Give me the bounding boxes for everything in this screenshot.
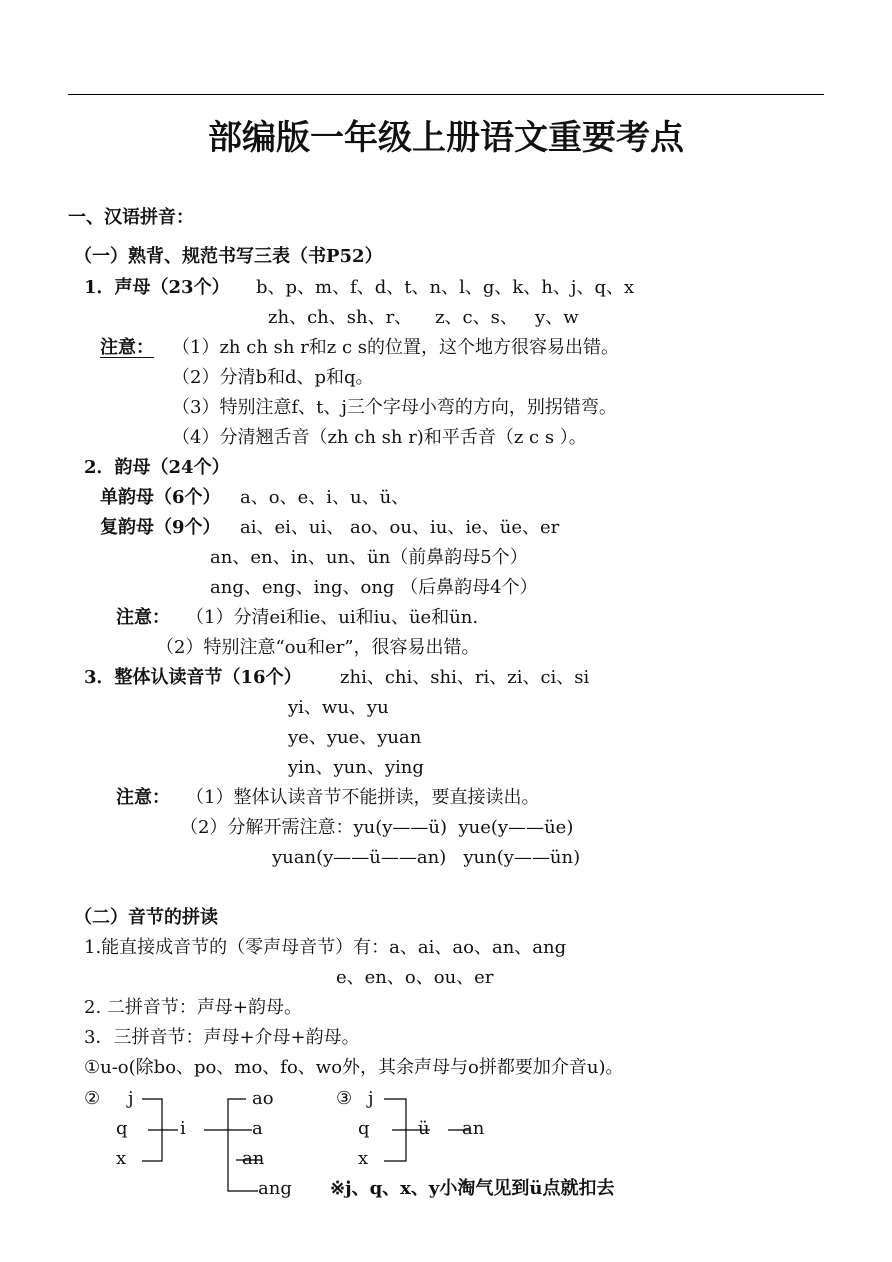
note-3-item-3: yuan(y——ü——an) yun(y——ün)	[272, 847, 581, 868]
diagram-initial-x: x	[116, 1148, 127, 1169]
diagram-initial-j: j	[128, 1088, 134, 1109]
note-3-item-1: （1）整体认读音节不能拼读，要直接读出。	[186, 787, 540, 808]
section-heading-pinyin: 一、汉语拼音：	[68, 207, 194, 228]
diagram-final-ao: ao	[252, 1088, 274, 1109]
pindu-line-2: 2. 二拼音节：声母+韵母。	[84, 997, 302, 1018]
note-label-1: 注意：	[100, 337, 154, 358]
diagram-final-ang: ang	[258, 1178, 292, 1199]
note-1-item-1: （1）zh ch sh r和z c s的位置，这个地方很容易出错。	[172, 337, 620, 358]
note-3-item-2: （2）分解开需注意：yu(y——ü) yue(y——üe)	[180, 817, 574, 838]
shengmu-label: 1．声母（23个）	[84, 277, 230, 298]
diagram-final-an: an	[242, 1148, 265, 1169]
note-2-item-2: （2）特别注意“ou和er”，很容易出错。	[156, 637, 480, 658]
diagram-initial-q-2: q	[358, 1118, 370, 1139]
diagram-initial-q: q	[116, 1118, 128, 1139]
note-2-item-1: （1）分清ei和ie、ui和iu、üe和ün.	[186, 607, 479, 628]
diagram-final-a: a	[252, 1118, 263, 1139]
finals-bracket	[228, 1099, 258, 1191]
diagram-initial-j-2: j	[368, 1088, 374, 1109]
shengmu-row-1: b、p、m、f、d、t、n、l、g、k、h、j、q、x	[256, 277, 635, 298]
diagram-mark-3: ③	[336, 1088, 353, 1109]
single-finals-values: a、o、e、i、u、ü、	[240, 487, 410, 508]
page-title: 部编版一年级上册语文重要考点	[208, 118, 684, 158]
single-finals-label: 单韵母（6个）	[100, 487, 221, 508]
note-label-2: 注意：	[116, 607, 170, 628]
pindu-line-1b: e、en、o、ou、er	[336, 967, 494, 988]
diagram-medial-i: i	[180, 1118, 186, 1139]
compound-finals-label: 复韵母（9个）	[100, 517, 221, 538]
zhengti-label: 3．整体认读音节（16个）	[84, 667, 302, 688]
note-1-item-3: （3）特别注意f、t、j三个字母小弯的方向，别拐错弯。	[172, 397, 617, 418]
front-nasal-finals: an、en、in、un、ün（前鼻韵母5个）	[210, 547, 528, 568]
zhengti-row-2: yi、wu、yu	[288, 697, 389, 718]
zhengti-row-1: zhi、chi、shi、ri、zi、ci、si	[340, 667, 590, 688]
zhengti-row-4: yin、yun、ying	[288, 757, 424, 778]
diagram-mark-2: ②	[84, 1088, 101, 1109]
diagram-initial-x-2: x	[358, 1148, 369, 1169]
zhengti-row-3: ye、yue、yuan	[288, 727, 422, 748]
note-1-item-2: （2）分清b和d、p和q。	[172, 367, 374, 388]
pindu-line-3: 3．三拼音节：声母+介母+韵母。	[84, 1027, 360, 1048]
diagram-final-an-2: an	[462, 1118, 485, 1139]
compound-finals-values: ai、ei、ui、 ao、ou、iu、ie、üe、er	[240, 517, 560, 538]
pindu-line-1: 1.能直接成音节的（零声母音节）有：a、ai、ao、an、ang	[84, 937, 567, 958]
subsection-heading-tables: （一）熟背、规范书写三表（书P52）	[74, 246, 383, 267]
shengmu-row-2: zh、ch、sh、r、 z、c、s、 y、w	[268, 307, 579, 328]
diagram-medial-u: ü	[418, 1118, 430, 1139]
yunmu-label: 2．韵母（24个）	[84, 457, 230, 478]
note-1-item-4: （4）分清翘舌音（zh ch sh r)和平舌音（z c s ）。	[172, 427, 587, 448]
diagram-rule-text: ※j、q、x、y小淘气见到ü点就扣去	[330, 1178, 615, 1199]
back-nasal-finals: ang、eng、ing、ong （后鼻韵母4个）	[210, 577, 538, 598]
note-label-3: 注意：	[116, 787, 170, 808]
pindu-line-4: ①u-o(除bo、po、mo、fo、wo外，其余声母与o拼都要加介音u)。	[84, 1057, 624, 1078]
subsection-heading-spelling: （二）音节的拼读	[74, 907, 218, 928]
